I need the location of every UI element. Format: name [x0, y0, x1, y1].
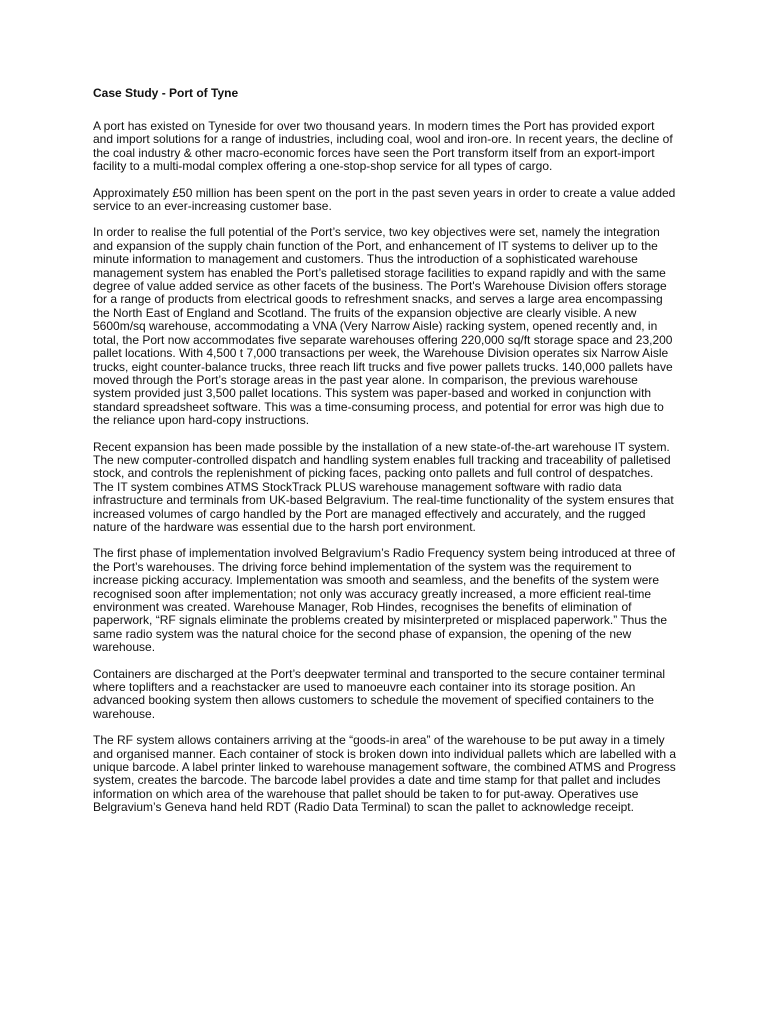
paragraph-5: The first phase of implementation involved Belgravium’s Radio Frequency system being introduced at three of the Port’s warehouses. The driving force behind implementation of the system was the requirement to increase picking accuracy. Implementation was smooth and seamless, and the benefits of the system were recognised soon after implementation; not only was accuracy greatly increased, a more efficient real-time environment was created. Warehouse Manager, Rob Hindes, recognises the benefits of elimination of paperwork, “RF signals eliminate the problems created by misinterpreted or misplaced paperwork.” Thus the same radio system was the natural choice for the second phase of expansion, the opening of the new warehouse.: [93, 546, 676, 655]
paragraph-2: Approximately £50 million has been spent on the port in the past seven years in order to create a value added service to an ever-increasing customer base.: [93, 185, 676, 214]
paragraph-1: A port has existed on Tyneside for over two thousand years. In modern times the Port has provided export and import solutions for a range of industries, including coal, wool and iron-ore. In recent years, the decline of the coal industry & other macro-economic forces have seen the Port transform itself from an export-import facility to a multi-modal complex offering a one-stop-shop service for all types of cargo.: [93, 119, 673, 174]
document-title: Case Study - Port of Tyne: [93, 86, 239, 100]
paragraph-3: In order to realise the full potential of the Port’s service, two key objectives were set, namely the integration and expansion of the supply chain function of the Port, and enhancement of IT systems to deliver up to the minute information to management and customers. Thus the introduction of a sophisticated warehouse management system has enabled the Port’s palletised storage facilities to expand rapidly and with the same degree of value added service as other facets of the business. The Port's Warehouse Division offers storage for a range of products from electrical goods to refreshment snacks, and serves a large area encompassing the North East of England and Scotland. The fruits of the expansion objective are clearly visible. A new 5600m/sq warehouse, accommodating a VNA (Very Narrow Aisle) racking system, opened recently and, in total, the Port now accommodates five separate warehouses offering 220,000 sq/ft storage space and 23,200 pallet locations. With 4,500 t 7,000 transactions per week, the Warehouse Division operates six Narrow Aisle trucks, eight counter-balance trucks, three reach lift trucks and five power pallets trucks. 140,000 pallets have moved through the Port’s storage areas in the past year alone. In comparison, the previous warehouse system provided just 3,500 pallet locations. This system was paper-based and worked in conjunction with standard spreadsheet software. This was a time-consuming process, and potential for error was high due to the reliance upon hard-copy instructions.: [93, 225, 673, 428]
paragraph-4: Recent expansion has been made possible by the installation of a new state-of-the-art warehouse IT system. The new computer-controlled dispatch and handling system enables full tracking and traceability of palletised stock, and controls the replenishment of picking faces, packing onto pallets and full control of despatches. The IT system combines ATMS StockTrack PLUS warehouse management software with radio data infrastructure and terminals from UK-based Belgravium. The real-time functionality of the system ensures that increased volumes of cargo handled by the Port are managed effectively and accurately, and the rugged nature of the hardware was essential due to the harsh port environment.: [93, 439, 674, 534]
paragraph-6: Containers are discharged at the Port’s deepwater terminal and transported to the secure container terminal where toplifters and a reachstacker are used to manoeuvre each container into its storage position. An advanced booking system then allows customers to schedule the movement of specified containers to the warehouse.: [93, 666, 666, 721]
paragraph-7: The RF system allows containers arriving at the “goods-in area” of the warehouse to be put away in a timely and organised manner. Each container of stock is broken down into individual pallets which are labelled with a unique barcode. A label printer linked to warehouse management software, the combined ATMS and Progress system, creates the barcode. The barcode label provides a date and time stamp for that pallet and includes information on which area of the warehouse that pallet should be taken to for put-away. Operatives use Belgravium’s Geneva hand held RDT (Radio Data Terminal) to scan the pallet to acknowledge receipt.: [93, 733, 677, 815]
document-body: [93, 86, 677, 828]
